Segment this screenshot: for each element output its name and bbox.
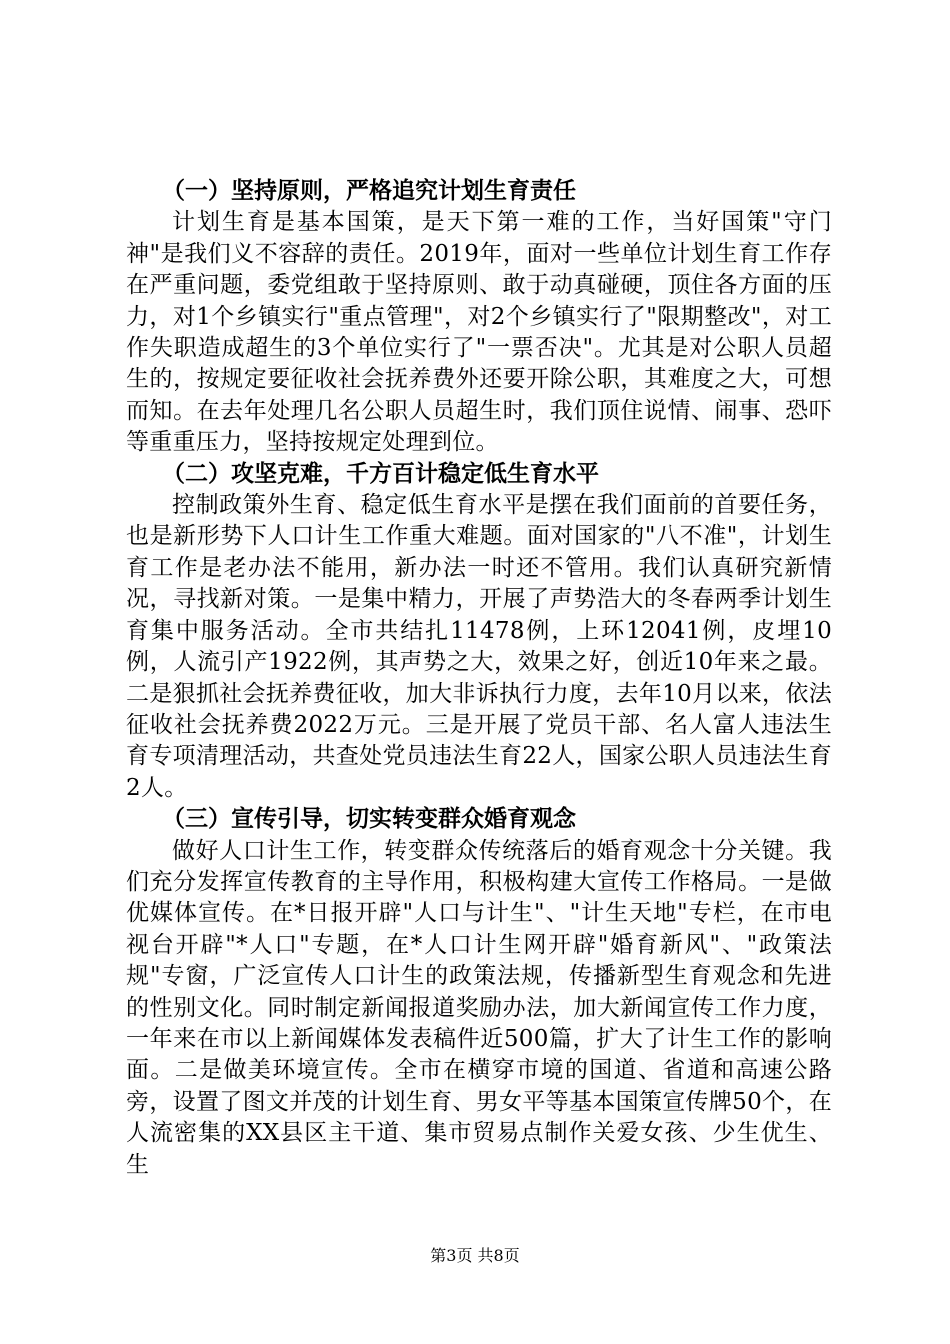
section-heading-2: （二）攻坚克难，千方百计稳定低生育水平 — [162, 460, 599, 487]
section-heading-3: （三）宣传引导，切实转变群众婚育观念 — [162, 806, 576, 833]
page-number-footer: 第3页 共8页 — [430, 1246, 520, 1265]
section-heading-1: （一）坚持原则，严格追究计划生育责任 — [162, 178, 576, 204]
section-paragraph-1: 计划生育是基本国策，是天下第一难的工作，当好国策"守门神"是我们义不容辞的责任。2019年，面对一些单位计划生育工作存在严重问题，委党组敢于坚持原则、敢于动真碰硬，顶住各方面的压力，对1个乡镇实行"重点管理"，对2个乡镇实行了"限期整改"，对工作失职造成超生的3个单位实行了"一票否决"。尤其是对公职人员超生的，按规定要征收社会抚养费外还要开除公职，其难度之大，可想而知。在去年处理几名公职人员超生时，我们顶住说情、闹事、恐吓等重重压力，坚持按规定处理到位。 — [126, 209, 832, 456]
section-paragraph-2: 控制政策外生育、稳定低生育水平是摆在我们面前的首要任务，也是新形势下人口计生工作重大难题。面对国家的"八不准"，计划生育工作是老办法不能用，新办法一时还不管用。我们认真研究新情况，寻找新对策。一是集中精力，开展了声势浩大的冬春两季计划生育集中服务活动。全市共结扎11478例，上环12041例，皮埋10例，人流引产1922例，其声势之大，效果之好，创近10年来之最。二是狠抓社会抚养费征收，加大非诉执行力度，去年10月以来，依法征收社会抚养费2022万元。三是开展了党员干部、名人富人违法生育专项清理活动，共查处党员违法生育22人，国家公职人员违法生育2人。 — [126, 492, 832, 801]
section-paragraph-3: 做好人口计生工作，转变群众传统落后的婚育观念十分关键。我们充分发挥宣传教育的主导作用，积极构建大宣传工作格局。一是做优媒体宣传。在*日报开辟"人口与计生"、"计生天地"专栏，在市电视台开辟"*人口"专题，在*人口计生网开辟"婚育新风"、"政策法规"专窗，广泛宣传人口计生的政策法规，传播新型生育观念和先进的性别文化。同时制定新闻报道奖励办法，加大新闻宣传工作力度，一年来在市以上新闻媒体发表稿件近500篇，扩大了计生工作的影响面。二是做美环境宣传。全市在横穿市境的国道、省道和高速公路旁，设置了图文并茂的计划生育、男女平等基本国策宣传牌50个，在人流密集的XX县区主干道、集市贸易点制作关爱女孩、少生优生、生 — [126, 837, 832, 1178]
document-body — [126, 176, 832, 1181]
